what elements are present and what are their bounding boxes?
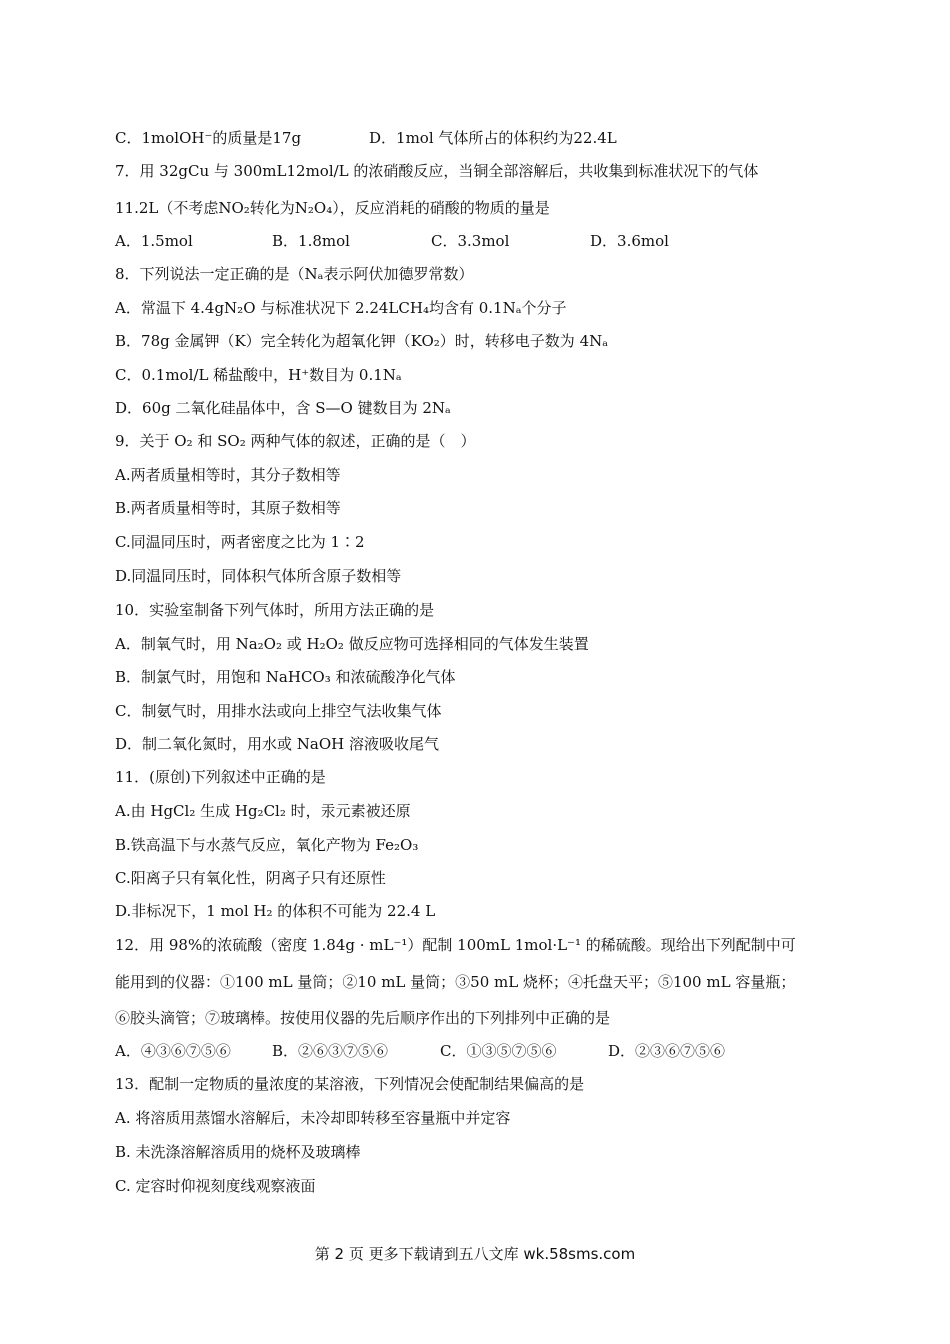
question-9-stem: 9．关于 O₂ 和 SO₂ 两种气体的叙述，正确的是（ ） — [115, 432, 476, 450]
question-11-option-b: B.铁高温下与水蒸气反应，氧化产物为 Fe₂O₃ — [115, 836, 419, 854]
question-10-option-d: D．制二氧化氮时，用水或 NaOH 溶液吸收尾气 — [115, 735, 440, 753]
question-12-line-1: 12．用 98%的浓硫酸（密度 1.84g · mL⁻¹）配制 100mL 1mol·L⁻¹ 的稀硫酸。现给出下列配制中可 — [115, 936, 796, 954]
question-9-option-c: C.同温同压时，两者密度之比为 1∶2 — [115, 533, 365, 551]
option-d: D．1mol 气体所占的体积约为22.4L — [369, 129, 617, 147]
question-8-option-b: B．78g 金属钾（K）完全转化为超氧化钾（KO₂）时，转移电子数为 4Nₐ — [115, 332, 609, 350]
option-a: A．④③⑥⑦⑤⑥ — [115, 1042, 231, 1060]
question-9-option-a: A.两者质量相等时，其分子数相等 — [115, 466, 341, 484]
question-8-option-a: A．常温下 4.4gN₂O 与标准状况下 2.24LCH₄均含有 0.1Nₐ个分子 — [115, 299, 567, 317]
question-7-line-2: 11.2L（不考虑NO₂转化为N₂O₄），反应消耗的硝酸的物质的量是 — [115, 199, 550, 217]
page-footer: 第 2 页 更多下载请到五八文库 wk.58sms.com — [314, 1245, 636, 1263]
question-9-option-d: D.同温同压时，同体积气体所含原子数相等 — [115, 567, 402, 585]
option-c: C．①③⑤⑦⑤⑥ — [440, 1042, 557, 1060]
question-11-stem: 11．(原创)下列叙述中正确的是 — [115, 768, 326, 786]
line-q12-options — [115, 1041, 838, 1061]
question-13-option-c: C. 定容时仰视刻度线观察液面 — [115, 1177, 316, 1195]
question-7-line-1: 7．用 32gCu 与 300mL12mol/L 的浓硝酸反应，当铜全部溶解后，共收集到标准状况下的气体 — [115, 162, 759, 180]
option-c: C．3.3mol — [431, 232, 510, 250]
question-10-stem: 10．实验室制备下列气体时，所用方法正确的是 — [115, 601, 435, 619]
question-10-option-b: B．制氯气时，用饱和 NaHCO₃ 和浓硫酸净化气体 — [115, 668, 456, 686]
question-13-option-a: A. 将溶质用蒸馏水溶解后，未冷却即转移至容量瓶中并定容 — [115, 1109, 511, 1127]
question-13-stem: 13．配制一定物质的量浓度的某溶液，下列情况会使配制结果偏高的是 — [115, 1075, 585, 1093]
option-a: A．1.5mol — [115, 232, 193, 250]
option-b: B．②⑥③⑦⑤⑥ — [272, 1042, 389, 1060]
line-q7-options — [115, 231, 838, 251]
question-11-option-a: A.由 HgCl₂ 生成 Hg₂Cl₂ 时，汞元素被还原 — [115, 802, 411, 820]
option-b: B．1.8mol — [272, 232, 350, 250]
line-q6-options — [115, 128, 838, 148]
question-13-option-b: B. 未洗涤溶解溶质用的烧杯及玻璃棒 — [115, 1143, 361, 1161]
question-8-option-d: D．60g 二氧化硅晶体中，含 S—O 键数目为 2Nₐ — [115, 399, 451, 417]
question-10-option-a: A．制氧气时，用 Na₂O₂ 或 H₂O₂ 做反应物可选择相同的气体发生装置 — [115, 635, 589, 653]
question-8-stem: 8．下列说法一定正确的是（Nₐ表示阿伏加德罗常数） — [115, 265, 474, 283]
question-9-option-b: B.两者质量相等时，其原子数相等 — [115, 499, 341, 517]
question-10-option-c: C．制氨气时，用排水法或向上排空气法收集气体 — [115, 702, 442, 720]
question-11-option-d: D.非标况下，1 mol H₂ 的体积不可能为 22.4 L — [115, 902, 436, 920]
question-12-line-3: ⑥胶头滴管；⑦玻璃棒。按使用仪器的先后顺序作出的下列排列中正确的是 — [115, 1009, 611, 1027]
option-d: D．3.6mol — [590, 232, 669, 250]
question-12-line-2: 能用到的仪器：①100 mL 量筒；②10 mL 量筒；③50 mL 烧杯；④托盘天平；⑤100 mL 容量瓶； — [115, 973, 796, 991]
option-c: C．1molOH⁻的质量是17g — [115, 129, 302, 147]
question-8-option-c: C．0.1mol/L 稀盐酸中，H⁺数目为 0.1Nₐ — [115, 366, 402, 384]
option-d: D．②③⑥⑦⑤⑥ — [608, 1042, 726, 1060]
question-11-option-c: C.阳离子只有氧化性，阴离子只有还原性 — [115, 869, 386, 887]
